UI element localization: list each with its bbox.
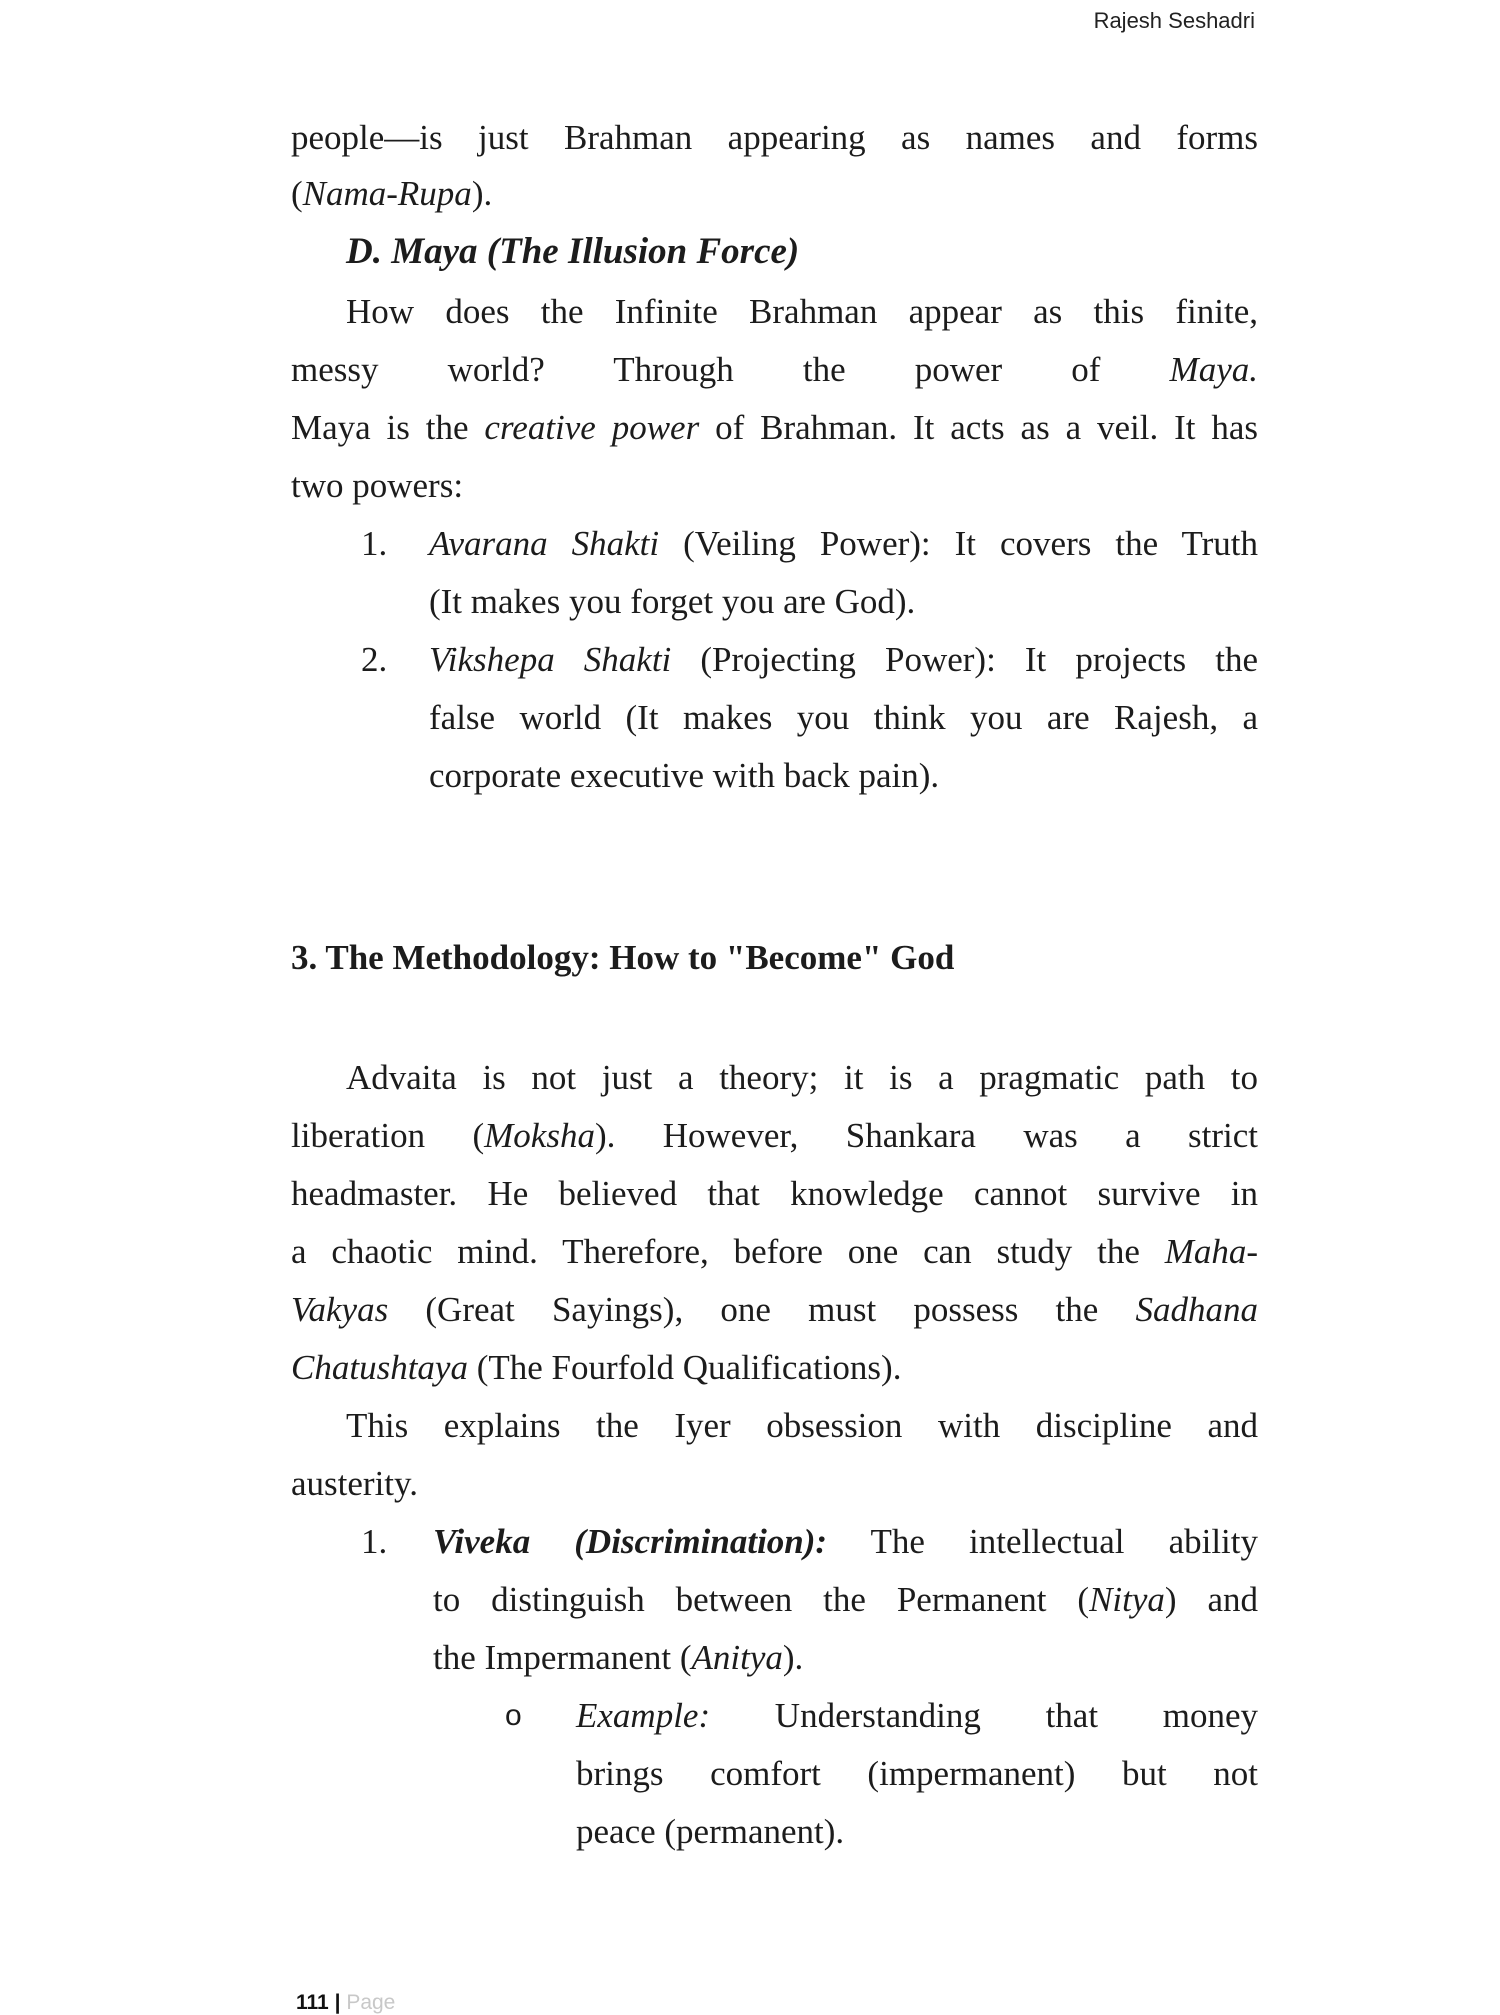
- body-line: liberation (Moksha). However, Shankara was a strict: [291, 1116, 1258, 1155]
- sub-bullet: o: [505, 1699, 522, 1732]
- sub-list-line: peace (permanent).: [576, 1812, 845, 1851]
- list-number: 2.: [361, 640, 388, 679]
- body-line: Vakyas (Great Sayings), one must possess the Sadhana: [291, 1290, 1258, 1329]
- list-item-line: corporate executive with back pain).: [429, 756, 940, 795]
- page-label: Page: [346, 1991, 396, 2014]
- running-header-author: Rajesh Seshadri: [1093, 8, 1255, 33]
- list-item-line: Avarana Shakti (Veiling Power): It covers the Truth: [429, 524, 1259, 563]
- list-item-line: Viveka (Discrimination): The intellectual ability: [433, 1522, 1258, 1561]
- section-heading-methodology: 3. The Methodology: How to "Become" God: [291, 938, 955, 977]
- page-number: 111: [296, 1991, 329, 2014]
- sub-list-line: brings comfort (impermanent) but not: [576, 1754, 1258, 1793]
- body-line: two powers:: [291, 466, 464, 505]
- list-item-line: Vikshepa Shakti (Projecting Power): It projects the: [429, 640, 1258, 679]
- body-line: Advaita is not just a theory; it is a pragmatic path to: [346, 1058, 1258, 1097]
- body-line: austerity.: [291, 1464, 418, 1503]
- page-footer: [296, 1991, 395, 2015]
- footer-separator: |: [334, 1991, 341, 2014]
- body-line: Maya is the creative power of Brahman. It acts as a veil. It has: [291, 408, 1258, 447]
- body-line: How does the Infinite Brahman appear as this finite,: [346, 292, 1258, 331]
- body-line: Chatushtaya (The Fourfold Qualifications).: [291, 1348, 902, 1387]
- list-item-line: to distinguish between the Permanent (Nitya) and: [433, 1580, 1258, 1619]
- body-line: This explains the Iyer obsession with discipline and: [346, 1406, 1258, 1445]
- list-number: 1.: [361, 524, 388, 563]
- body-line: a chaotic mind. Therefore, before one can study the Maha-: [291, 1232, 1258, 1271]
- body-line: headmaster. He believed that knowledge cannot survive in: [291, 1174, 1258, 1213]
- list-item-line: the Impermanent (Anitya).: [433, 1638, 804, 1677]
- list-number: 1.: [361, 1522, 388, 1561]
- list-item-line: (It makes you forget you are God).: [429, 582, 916, 621]
- body-line: messy world? Through the power of Maya.: [291, 350, 1258, 389]
- body-line: people—is just Brahman appearing as names and forms: [291, 118, 1258, 157]
- sub-list-line: Example: Understanding that money: [576, 1696, 1258, 1735]
- subheading-maya: D. Maya (The Illusion Force): [346, 231, 800, 272]
- list-item-line: false world (It makes you think you are Rajesh, a: [429, 698, 1258, 737]
- body-line: (Nama-Rupa).: [291, 174, 493, 213]
